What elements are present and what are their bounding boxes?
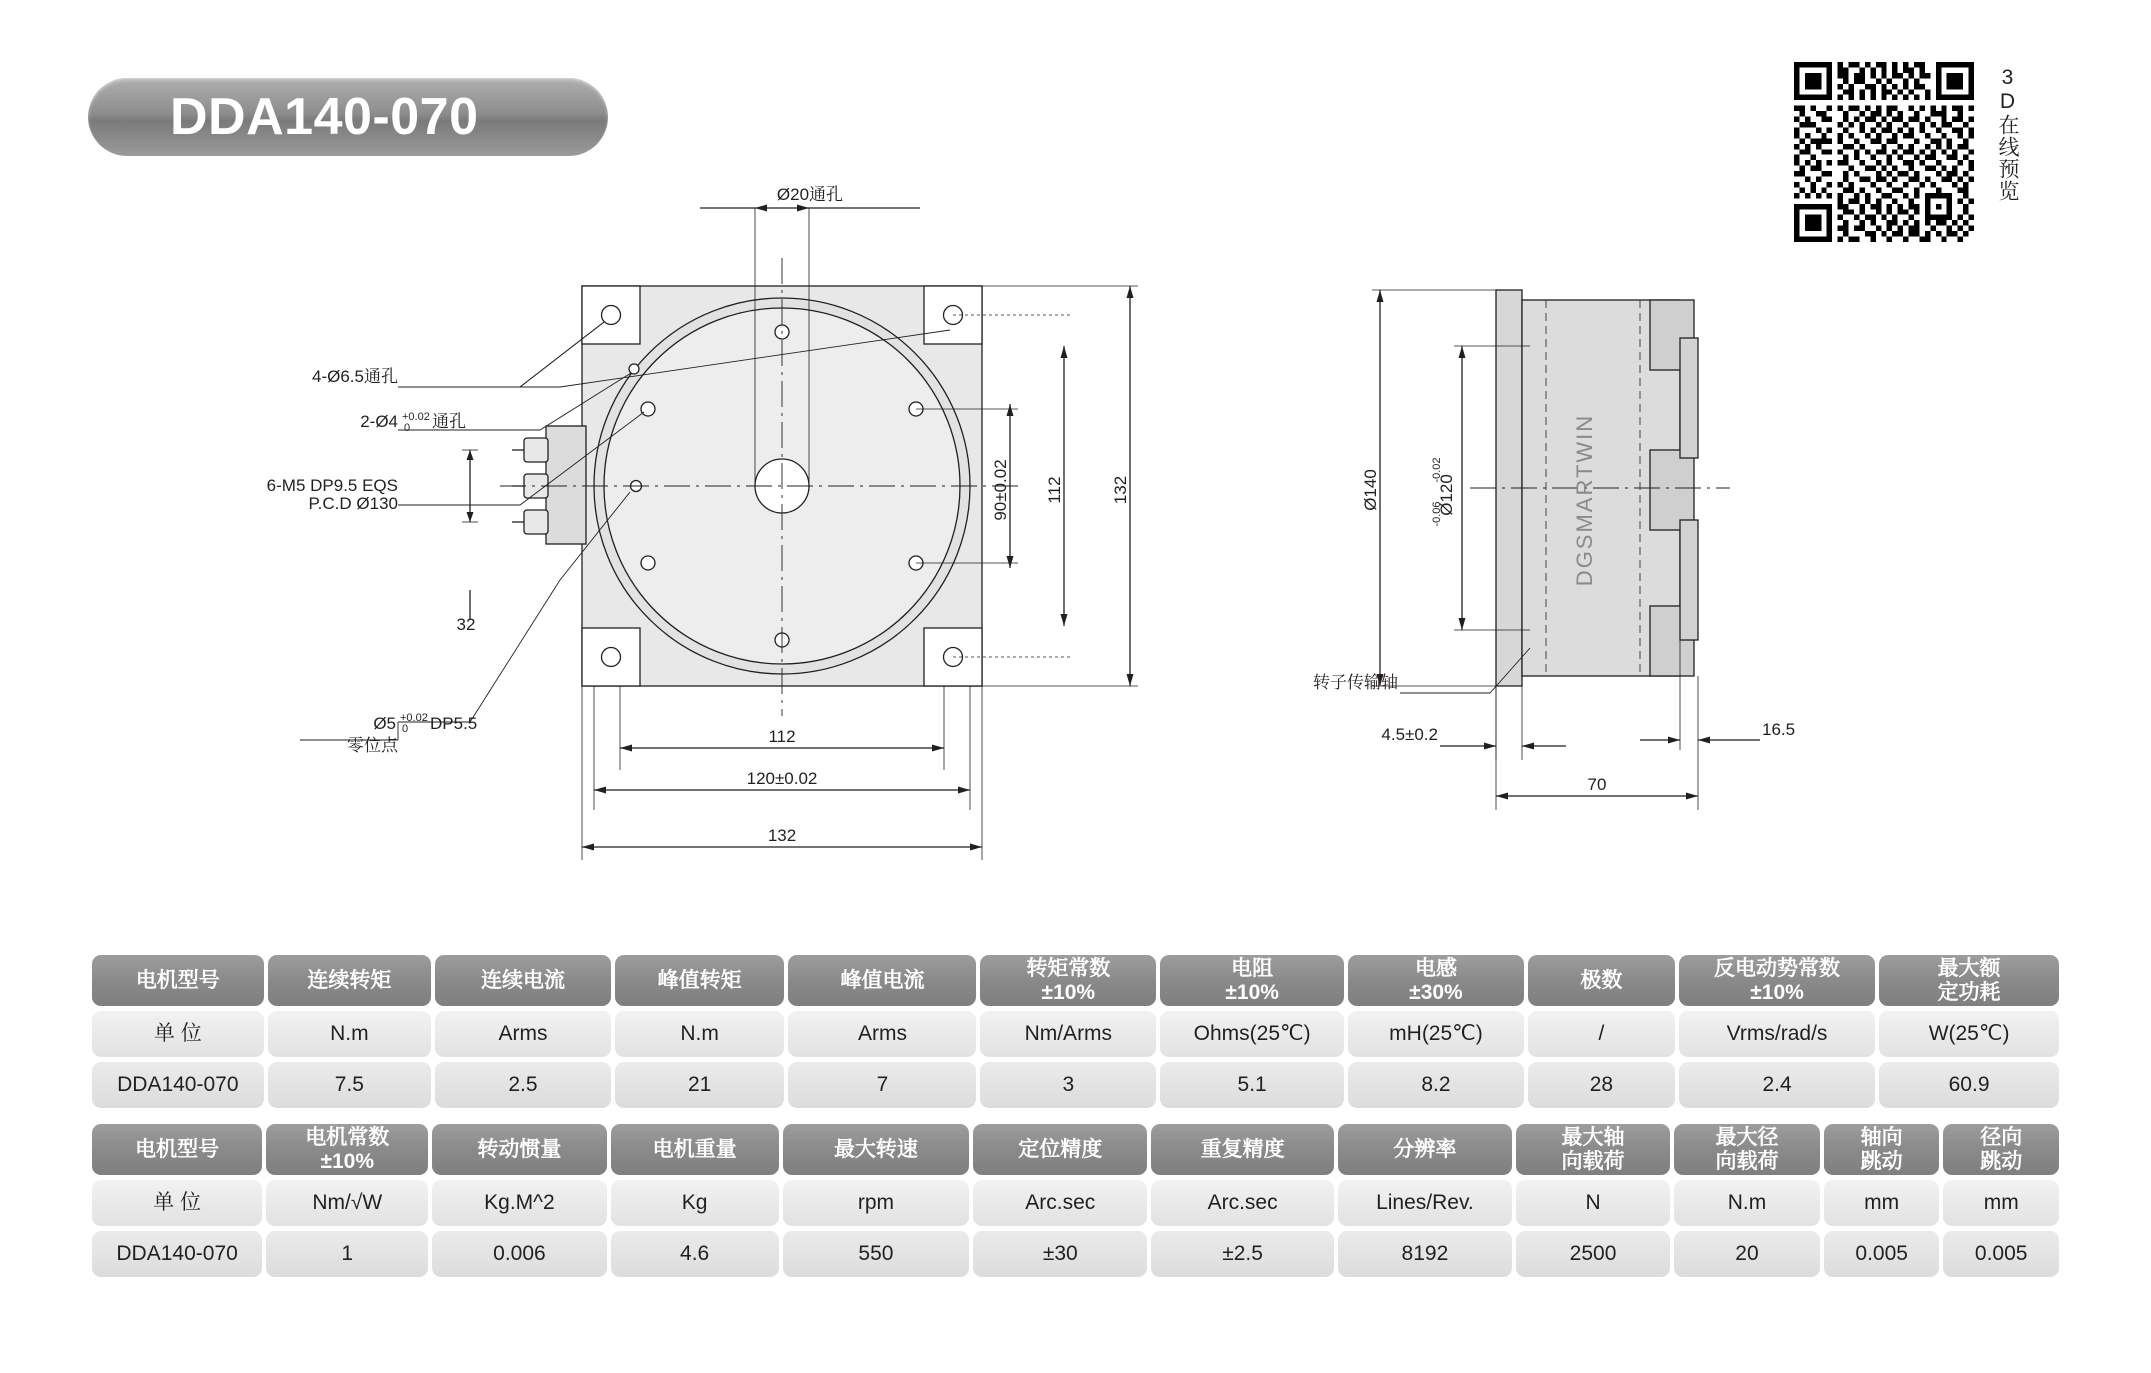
- td-unit-4: Nm/Arms: [980, 1011, 1156, 1057]
- th-resistance: 电阻 ±10%: [1160, 955, 1344, 1006]
- td-unit-6: mH(25℃): [1348, 1011, 1524, 1057]
- td-value-7: 28: [1528, 1062, 1675, 1108]
- td2-value-9: 0.005: [1824, 1231, 1940, 1277]
- dim-4p5: 4.5±0.2: [1381, 725, 1438, 744]
- th2-motor-constant: 电机常数 ±10%: [266, 1124, 428, 1175]
- td2-unit-10: mm: [1943, 1180, 2059, 1226]
- callout-4-holes: 4-Ø6.5通孔: [312, 367, 398, 386]
- callout-zero-point: 零位点: [347, 736, 398, 755]
- td2-value-4: ±30: [973, 1231, 1147, 1277]
- td-value-9: 60.9: [1879, 1062, 2059, 1108]
- td2-value-3: 550: [783, 1231, 969, 1277]
- th2-radial-runout: 径向 跳动: [1943, 1124, 2059, 1175]
- table-row-units: [92, 1180, 2059, 1226]
- td-unit-5: Ohms(25℃): [1160, 1011, 1344, 1057]
- th2-max-axial-load: 最大轴 向载荷: [1516, 1124, 1670, 1175]
- dim-112-v: 112: [1045, 476, 1064, 504]
- svg-text:0: 0: [404, 422, 411, 434]
- dim-bore: Ø20通孔: [776, 185, 844, 204]
- callout-dowel: Ø5: [373, 714, 396, 733]
- th2-position-accuracy: 定位精度: [973, 1124, 1147, 1175]
- dim-120: 120±0.02: [746, 769, 818, 788]
- td-value-6: 8.2: [1348, 1062, 1524, 1108]
- td2-unit-5: Arc.sec: [1151, 1180, 1333, 1226]
- qr-label: 3D在线预览: [1996, 66, 2019, 202]
- td2-unit-8: N.m: [1674, 1180, 1820, 1226]
- th-model: 电机型号: [92, 955, 264, 1006]
- dim-132-h: 132: [767, 826, 797, 845]
- th-inductance: 电感 ±30%: [1348, 955, 1524, 1006]
- td2-unit-3: rpm: [783, 1180, 969, 1226]
- td-value-1: 2.5: [435, 1062, 611, 1108]
- svg-text:0: 0: [402, 723, 409, 735]
- dim-132-v: 132: [1111, 475, 1130, 505]
- callout-pcd: P.C.D Ø130: [308, 494, 398, 513]
- th2-axial-runout: 轴向 跳动: [1824, 1124, 1940, 1175]
- td2-unit-label: 单 位: [92, 1180, 262, 1226]
- technical-drawing: [0, 150, 2151, 890]
- th-peak-torque: 峰值转矩: [615, 955, 785, 1006]
- td-unit-label: 单 位: [92, 1011, 264, 1057]
- dim-32: 32: [456, 615, 476, 634]
- td2-unit-7: N: [1516, 1180, 1670, 1226]
- th-bemf-constant: 反电动势常数 ±10%: [1679, 955, 1875, 1006]
- th2-inertia: 转动惯量: [432, 1124, 606, 1175]
- td2-value-7: 2500: [1516, 1231, 1670, 1277]
- th-cont-torque: 连续转矩: [268, 955, 431, 1006]
- th-torque-constant: 转矩常数 ±10%: [980, 955, 1156, 1006]
- dim-dia-120: Ø120: [1437, 474, 1456, 516]
- dim-112-h: 112: [768, 727, 796, 746]
- th2-resolution: 分辨率: [1338, 1124, 1512, 1175]
- td-model: DDA140-070: [92, 1062, 264, 1108]
- spec-table-1: [88, 950, 2063, 1113]
- td-unit-1: Arms: [435, 1011, 611, 1057]
- td2-value-6: 8192: [1338, 1231, 1512, 1277]
- dim-16p5: 16.5: [1762, 720, 1796, 739]
- svg-text:+0.02: +0.02: [402, 411, 430, 423]
- brand-text: DGSMARTWIN: [1572, 413, 1597, 587]
- td2-unit-1: Kg.M^2: [432, 1180, 606, 1226]
- td2-value-10: 0.005: [1943, 1231, 2059, 1277]
- td2-unit-9: mm: [1824, 1180, 1940, 1226]
- table-row-units: [92, 1011, 2059, 1057]
- td2-value-8: 20: [1674, 1231, 1820, 1277]
- td-value-5: 5.1: [1160, 1062, 1344, 1108]
- th2-repeatability: 重复精度: [1151, 1124, 1333, 1175]
- td2-value-1: 0.006: [432, 1231, 606, 1277]
- td-unit-0: N.m: [268, 1011, 431, 1057]
- td-unit-3: Arms: [788, 1011, 976, 1057]
- th-poles: 极数: [1528, 955, 1675, 1006]
- td-value-4: 3: [980, 1062, 1156, 1108]
- spec-table-2: [88, 1119, 2063, 1282]
- td2-unit-6: Lines/Rev.: [1338, 1180, 1512, 1226]
- th-max-power: 最大额 定功耗: [1879, 955, 2059, 1006]
- table-row-values: [92, 1231, 2059, 1277]
- callout-2-holes: 2-Ø4: [360, 412, 398, 431]
- callout-rotor-shaft: 转子传输轴: [1313, 673, 1398, 692]
- dim-70: 70: [1587, 775, 1607, 794]
- td-value-8: 2.4: [1679, 1062, 1875, 1108]
- table-row-header: [92, 955, 2059, 1006]
- svg-text:通孔: 通孔: [432, 412, 466, 431]
- th2-weight: 电机重量: [611, 1124, 779, 1175]
- td-value-3: 7: [788, 1062, 976, 1108]
- td2-unit-0: Nm/√W: [266, 1180, 428, 1226]
- page-title: [88, 78, 608, 156]
- td2-value-0: 1: [266, 1231, 428, 1277]
- dim-90: 90±0.02: [991, 459, 1010, 521]
- th2-max-speed: 最大转速: [783, 1124, 969, 1175]
- page-title-text: DDA140-070: [170, 88, 479, 146]
- svg-text:DP5.5: DP5.5: [430, 714, 478, 733]
- specification-tables: [88, 950, 2063, 1282]
- td2-model: DDA140-070: [92, 1231, 262, 1277]
- td2-value-2: 4.6: [611, 1231, 779, 1277]
- td2-unit-2: Kg: [611, 1180, 779, 1226]
- callout-m5: 6-M5 DP9.5 EQS: [266, 476, 398, 495]
- td-value-0: 7.5: [268, 1062, 431, 1108]
- dim-dia-140: Ø140: [1361, 469, 1380, 511]
- svg-text:+0.02: +0.02: [400, 712, 428, 724]
- td-value-2: 21: [615, 1062, 785, 1108]
- svg-text:-0.06: -0.06: [1431, 501, 1443, 527]
- td-unit-7: /: [1528, 1011, 1675, 1057]
- td-unit-2: N.m: [615, 1011, 785, 1057]
- td2-unit-4: Arc.sec: [973, 1180, 1147, 1226]
- th2-model: 电机型号: [92, 1124, 262, 1175]
- svg-text:-0.02: -0.02: [1431, 457, 1443, 483]
- table-row-values: [92, 1062, 2059, 1108]
- td-unit-9: W(25℃): [1879, 1011, 2059, 1057]
- th-peak-current: 峰值电流: [788, 955, 976, 1006]
- th-cont-current: 连续电流: [435, 955, 611, 1006]
- th2-max-radial-load: 最大径 向载荷: [1674, 1124, 1820, 1175]
- table-row-header: [92, 1124, 2059, 1175]
- td-unit-8: Vrms/rad/s: [1679, 1011, 1875, 1057]
- td2-value-5: ±2.5: [1151, 1231, 1333, 1277]
